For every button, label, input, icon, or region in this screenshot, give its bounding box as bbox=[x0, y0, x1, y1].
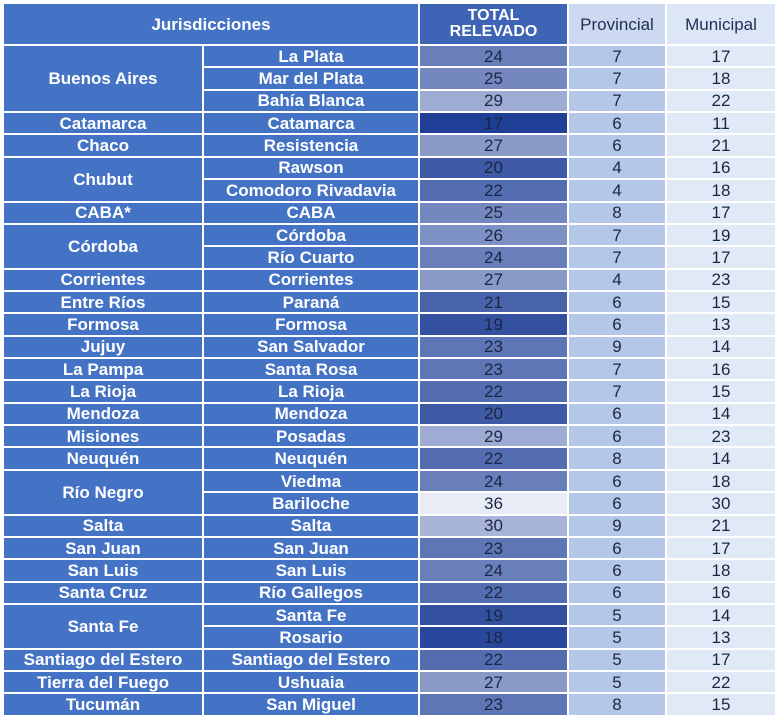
total-relevado-cell: 24 bbox=[420, 560, 567, 580]
table-row bbox=[4, 694, 775, 715]
municipal-cell: 30 bbox=[667, 493, 775, 513]
municipal-cell: 18 bbox=[667, 180, 775, 200]
province-cell: Buenos Aires bbox=[4, 46, 202, 111]
municipal-cell: 17 bbox=[667, 203, 775, 223]
table-row bbox=[4, 426, 775, 446]
province-cell: Corrientes bbox=[4, 270, 202, 290]
city-cell: Santiago del Estero bbox=[204, 650, 418, 670]
table-row bbox=[4, 113, 775, 133]
province-cell: San Luis bbox=[4, 560, 202, 580]
header-total-line1: TOTAL bbox=[467, 7, 520, 24]
city-cell: Paraná bbox=[204, 292, 418, 312]
provincial-cell: 6 bbox=[569, 113, 665, 133]
municipal-cell: 16 bbox=[667, 359, 775, 379]
provincial-cell: 6 bbox=[569, 314, 665, 334]
total-relevado-cell: 20 bbox=[420, 404, 567, 424]
province-cell: Tierra del Fuego bbox=[4, 672, 202, 692]
city-cell: Viedma bbox=[204, 471, 418, 491]
province-cell: Santiago del Estero bbox=[4, 650, 202, 670]
total-relevado-cell: 26 bbox=[420, 225, 567, 245]
provincial-cell: 7 bbox=[569, 46, 665, 66]
table-row bbox=[4, 583, 775, 603]
municipal-cell: 14 bbox=[667, 404, 775, 424]
municipal-cell: 17 bbox=[667, 650, 775, 670]
municipal-cell: 14 bbox=[667, 605, 775, 625]
city-cell: San Juan bbox=[204, 538, 418, 558]
total-relevado-cell: 22 bbox=[420, 448, 567, 468]
municipal-cell: 17 bbox=[667, 46, 775, 66]
provincial-cell: 6 bbox=[569, 493, 665, 513]
municipal-cell: 11 bbox=[667, 113, 775, 133]
province-cell: Mendoza bbox=[4, 404, 202, 424]
total-relevado-cell: 25 bbox=[420, 203, 567, 223]
provincial-cell: 9 bbox=[569, 516, 665, 536]
province-cell: La Rioja bbox=[4, 381, 202, 401]
provincial-cell: 6 bbox=[569, 292, 665, 312]
city-cell: La Plata bbox=[204, 46, 418, 66]
province-cell: San Juan bbox=[4, 538, 202, 558]
total-relevado-cell: 24 bbox=[420, 247, 567, 267]
municipal-cell: 18 bbox=[667, 560, 775, 580]
header-total-line2: RELEVADO bbox=[449, 23, 538, 40]
provincial-cell: 5 bbox=[569, 650, 665, 670]
total-relevado-cell: 23 bbox=[420, 694, 567, 715]
total-relevado-cell: 21 bbox=[420, 292, 567, 312]
total-relevado-cell: 27 bbox=[420, 672, 567, 692]
municipal-cell: 18 bbox=[667, 68, 775, 88]
table-body bbox=[4, 46, 775, 715]
province-cell: Misiones bbox=[4, 426, 202, 446]
province-cell: Chaco bbox=[4, 135, 202, 155]
city-cell: Salta bbox=[204, 516, 418, 536]
city-cell: San Luis bbox=[204, 560, 418, 580]
city-cell: San Miguel bbox=[204, 694, 418, 715]
municipal-cell: 14 bbox=[667, 448, 775, 468]
municipal-cell: 19 bbox=[667, 225, 775, 245]
provincial-cell: 6 bbox=[569, 560, 665, 580]
provincial-cell: 8 bbox=[569, 694, 665, 715]
municipal-cell: 15 bbox=[667, 292, 775, 312]
table-header bbox=[4, 4, 775, 44]
table-row bbox=[4, 158, 775, 178]
city-cell: Resistencia bbox=[204, 135, 418, 155]
provincial-cell: 9 bbox=[569, 337, 665, 357]
province-cell: Chubut bbox=[4, 158, 202, 201]
municipal-cell: 23 bbox=[667, 426, 775, 446]
total-relevado-cell: 29 bbox=[420, 91, 567, 111]
total-relevado-cell: 25 bbox=[420, 68, 567, 88]
city-cell: CABA bbox=[204, 203, 418, 223]
provincial-cell: 7 bbox=[569, 225, 665, 245]
province-cell: Santa Cruz bbox=[4, 583, 202, 603]
provincial-cell: 5 bbox=[569, 627, 665, 647]
municipal-cell: 21 bbox=[667, 516, 775, 536]
table-row bbox=[4, 225, 775, 245]
table-row bbox=[4, 672, 775, 692]
provincial-cell: 6 bbox=[569, 583, 665, 603]
municipal-cell: 17 bbox=[667, 247, 775, 267]
city-cell: Neuquén bbox=[204, 448, 418, 468]
header-municipal: Municipal bbox=[667, 4, 775, 44]
province-cell: Catamarca bbox=[4, 113, 202, 133]
total-relevado-cell: 36 bbox=[420, 493, 567, 513]
city-cell: Bariloche bbox=[204, 493, 418, 513]
city-cell: Bahía Blanca bbox=[204, 91, 418, 111]
table-row bbox=[4, 650, 775, 670]
provincial-cell: 6 bbox=[569, 426, 665, 446]
municipal-cell: 22 bbox=[667, 91, 775, 111]
table-row bbox=[4, 270, 775, 290]
jurisdictions-table bbox=[2, 2, 777, 717]
table-row bbox=[4, 337, 775, 357]
table-row bbox=[4, 314, 775, 334]
province-cell: Neuquén bbox=[4, 448, 202, 468]
total-relevado-cell: 17 bbox=[420, 113, 567, 133]
city-cell: La Rioja bbox=[204, 381, 418, 401]
table-row bbox=[4, 560, 775, 580]
table-row bbox=[4, 381, 775, 401]
city-cell: Santa Fe bbox=[204, 605, 418, 625]
provincial-cell: 5 bbox=[569, 672, 665, 692]
municipal-cell: 18 bbox=[667, 471, 775, 491]
city-cell: Ushuaia bbox=[204, 672, 418, 692]
header-jurisdicciones: Jurisdicciones bbox=[4, 4, 418, 44]
city-cell: Catamarca bbox=[204, 113, 418, 133]
city-cell: Mendoza bbox=[204, 404, 418, 424]
total-relevado-cell: 30 bbox=[420, 516, 567, 536]
header-row bbox=[4, 4, 775, 44]
total-relevado-cell: 22 bbox=[420, 650, 567, 670]
city-cell: Santa Rosa bbox=[204, 359, 418, 379]
province-cell: Tucumán bbox=[4, 694, 202, 715]
city-cell: Rosario bbox=[204, 627, 418, 647]
table-row bbox=[4, 46, 775, 66]
total-relevado-cell: 23 bbox=[420, 538, 567, 558]
municipal-cell: 14 bbox=[667, 337, 775, 357]
table-row bbox=[4, 203, 775, 223]
municipal-cell: 13 bbox=[667, 314, 775, 334]
table-row bbox=[4, 516, 775, 536]
provincial-cell: 8 bbox=[569, 448, 665, 468]
total-relevado-cell: 22 bbox=[420, 180, 567, 200]
municipal-cell: 21 bbox=[667, 135, 775, 155]
total-relevado-cell: 18 bbox=[420, 627, 567, 647]
municipal-cell: 17 bbox=[667, 538, 775, 558]
total-relevado-cell: 29 bbox=[420, 426, 567, 446]
provincial-cell: 7 bbox=[569, 68, 665, 88]
provincial-cell: 6 bbox=[569, 471, 665, 491]
city-cell: Comodoro Rivadavia bbox=[204, 180, 418, 200]
table-row bbox=[4, 404, 775, 424]
total-relevado-cell: 24 bbox=[420, 471, 567, 491]
provincial-cell: 6 bbox=[569, 135, 665, 155]
table-row bbox=[4, 135, 775, 155]
total-relevado-cell: 27 bbox=[420, 270, 567, 290]
provincial-cell: 4 bbox=[569, 158, 665, 178]
city-cell: Posadas bbox=[204, 426, 418, 446]
city-cell: Rawson bbox=[204, 158, 418, 178]
table-row bbox=[4, 292, 775, 312]
province-cell: Jujuy bbox=[4, 337, 202, 357]
total-relevado-cell: 20 bbox=[420, 158, 567, 178]
total-relevado-cell: 27 bbox=[420, 135, 567, 155]
province-cell: Formosa bbox=[4, 314, 202, 334]
province-cell: Salta bbox=[4, 516, 202, 536]
provincial-cell: 7 bbox=[569, 91, 665, 111]
province-cell: Córdoba bbox=[4, 225, 202, 268]
municipal-cell: 13 bbox=[667, 627, 775, 647]
province-cell: CABA* bbox=[4, 203, 202, 223]
total-relevado-cell: 23 bbox=[420, 359, 567, 379]
provincial-cell: 7 bbox=[569, 381, 665, 401]
table-row bbox=[4, 538, 775, 558]
provincial-cell: 5 bbox=[569, 605, 665, 625]
city-cell: Río Cuarto bbox=[204, 247, 418, 267]
municipal-cell: 23 bbox=[667, 270, 775, 290]
city-cell: Córdoba bbox=[204, 225, 418, 245]
provincial-cell: 6 bbox=[569, 538, 665, 558]
province-cell: La Pampa bbox=[4, 359, 202, 379]
total-relevado-cell: 24 bbox=[420, 46, 567, 66]
total-relevado-cell: 22 bbox=[420, 583, 567, 603]
table-row bbox=[4, 448, 775, 468]
total-relevado-cell: 23 bbox=[420, 337, 567, 357]
table-row bbox=[4, 471, 775, 491]
provincial-cell: 6 bbox=[569, 404, 665, 424]
total-relevado-cell: 19 bbox=[420, 314, 567, 334]
municipal-cell: 15 bbox=[667, 381, 775, 401]
table-row bbox=[4, 605, 775, 625]
provincial-cell: 7 bbox=[569, 359, 665, 379]
province-cell: Entre Ríos bbox=[4, 292, 202, 312]
municipal-cell: 16 bbox=[667, 583, 775, 603]
provincial-cell: 7 bbox=[569, 247, 665, 267]
province-cell: Río Negro bbox=[4, 471, 202, 514]
provincial-cell: 8 bbox=[569, 203, 665, 223]
total-relevado-cell: 22 bbox=[420, 381, 567, 401]
provincial-cell: 4 bbox=[569, 270, 665, 290]
city-cell: San Salvador bbox=[204, 337, 418, 357]
table-row bbox=[4, 359, 775, 379]
municipal-cell: 16 bbox=[667, 158, 775, 178]
provincial-cell: 4 bbox=[569, 180, 665, 200]
header-total-relevado bbox=[420, 4, 567, 44]
city-cell: Mar del Plata bbox=[204, 68, 418, 88]
total-relevado-cell: 19 bbox=[420, 605, 567, 625]
city-cell: Río Gallegos bbox=[204, 583, 418, 603]
municipal-cell: 15 bbox=[667, 694, 775, 715]
city-cell: Formosa bbox=[204, 314, 418, 334]
city-cell: Corrientes bbox=[204, 270, 418, 290]
municipal-cell: 22 bbox=[667, 672, 775, 692]
province-cell: Santa Fe bbox=[4, 605, 202, 648]
header-provincial: Provincial bbox=[569, 4, 665, 44]
